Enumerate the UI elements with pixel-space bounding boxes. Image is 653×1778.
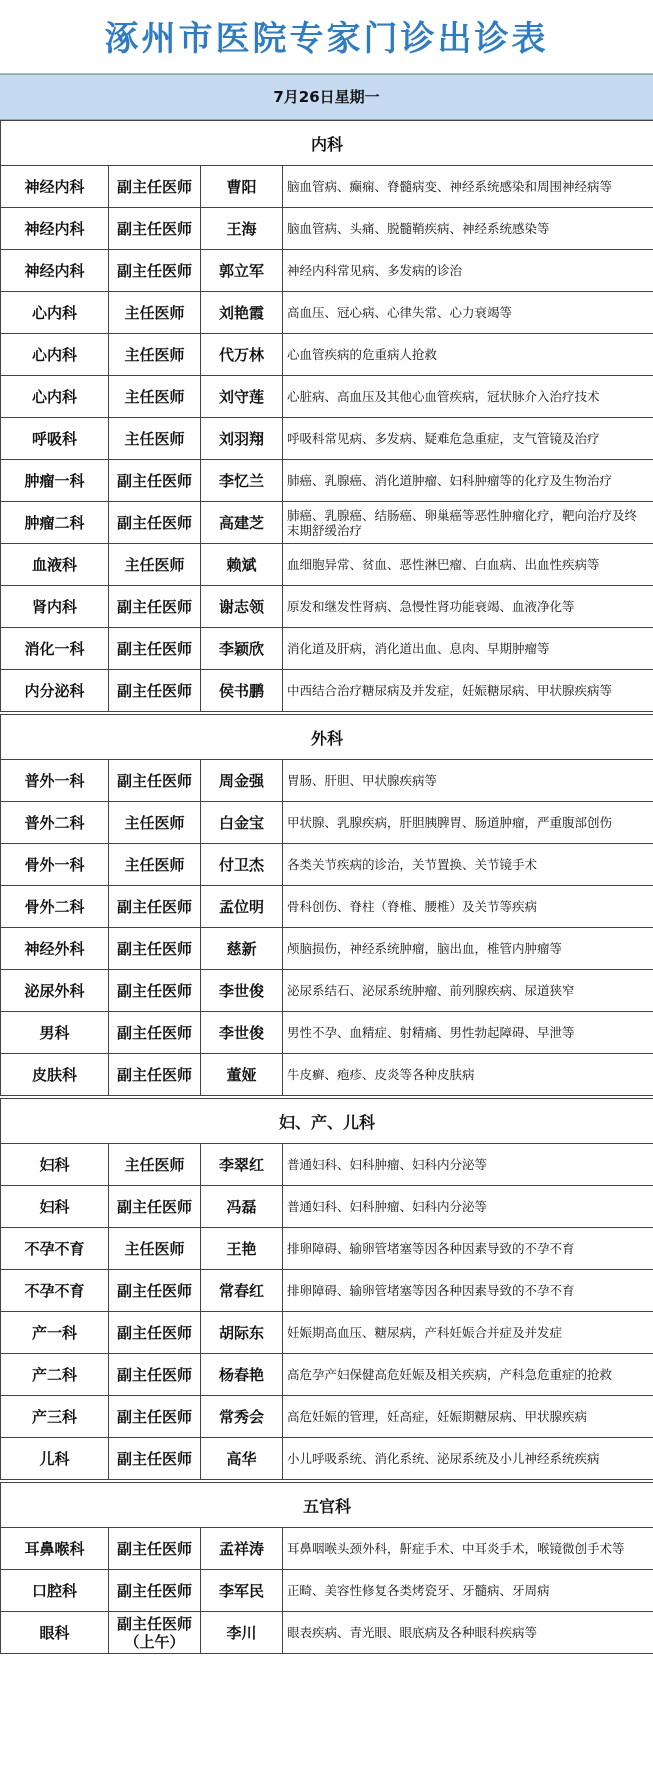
department-cell: 产三科 — [1, 1396, 109, 1438]
section-header: 外科 — [1, 715, 653, 760]
doctor-title-cell: 副主任医师 — [109, 1570, 201, 1612]
doctor-name-cell: 李世俊 — [201, 1012, 283, 1054]
doctor-name-cell: 胡际东 — [201, 1312, 283, 1354]
department-cell: 心内科 — [1, 376, 109, 418]
doctor-name-cell: 常秀会 — [201, 1396, 283, 1438]
department-cell: 神经内科 — [1, 250, 109, 292]
table-row — [1, 334, 653, 376]
table-row — [1, 544, 653, 586]
table-row — [1, 502, 653, 544]
schedule-table — [0, 120, 653, 1654]
doctor-title-cell: 副主任医师 — [109, 250, 201, 292]
doctor-title-cell: 副主任医师 — [109, 1528, 201, 1570]
doctor-name-cell: 杨春艳 — [201, 1354, 283, 1396]
specialty-cell: 颅脑损伤，神经系统肿瘤，脑出血，椎管内肿瘤等 — [283, 928, 653, 970]
doctor-name-cell: 冯磊 — [201, 1186, 283, 1228]
section-header-row — [1, 1099, 653, 1144]
section-header: 妇、产、儿科 — [1, 1099, 653, 1144]
doctor-name-cell: 李世俊 — [201, 970, 283, 1012]
doctor-title-cell: 副主任医师 — [109, 208, 201, 250]
doctor-name-cell: 慈新 — [201, 928, 283, 970]
doctor-title-cell: 副主任医师 — [109, 1312, 201, 1354]
doctor-name-cell: 赖斌 — [201, 544, 283, 586]
table-row — [1, 1570, 653, 1612]
specialty-cell: 中西结合治疗糖尿病及并发症，妊娠糖尿病、甲状腺疾病等 — [283, 670, 653, 712]
department-cell: 血液科 — [1, 544, 109, 586]
section-header-row — [1, 1483, 653, 1528]
doctor-title-cell: 主任医师 — [109, 292, 201, 334]
table-row — [1, 886, 653, 928]
table-row — [1, 670, 653, 712]
schedule-body — [1, 121, 653, 1654]
specialty-cell: 正畸、美容性修复各类烤瓷牙、牙髓病、牙周病 — [283, 1570, 653, 1612]
doctor-title-cell: 主任医师 — [109, 1228, 201, 1270]
doctor-name-cell: 白金宝 — [201, 802, 283, 844]
table-row — [1, 802, 653, 844]
doctor-title-cell: 副主任医师 — [109, 886, 201, 928]
doctor-title-cell: 副主任医师 — [109, 670, 201, 712]
doctor-name-cell: 周金强 — [201, 760, 283, 802]
department-cell: 神经内科 — [1, 166, 109, 208]
doctor-name-cell: 常春红 — [201, 1270, 283, 1312]
table-row — [1, 1228, 653, 1270]
specialty-cell: 神经内科常见病、多发病的诊治 — [283, 250, 653, 292]
table-row — [1, 460, 653, 502]
doctor-name-cell: 李颖欣 — [201, 628, 283, 670]
doctor-title-cell: 副主任医师 — [109, 1012, 201, 1054]
table-row — [1, 1054, 653, 1096]
section-header: 内科 — [1, 121, 653, 166]
table-row — [1, 928, 653, 970]
table-row — [1, 586, 653, 628]
table-row — [1, 418, 653, 460]
specialty-cell: 小儿呼吸系统、消化系统、泌尿系统及小儿神经系统疾病 — [283, 1438, 653, 1480]
doctor-title-cell: 副主任医师 — [109, 1354, 201, 1396]
doctor-name-cell: 高华 — [201, 1438, 283, 1480]
specialty-cell: 高危妊娠的管理，妊高症，妊娠期糖尿病、甲状腺疾病 — [283, 1396, 653, 1438]
specialty-cell: 心血管疾病的危重病人抢救 — [283, 334, 653, 376]
specialty-cell: 消化道及肝病，消化道出血、息肉、早期肿瘤等 — [283, 628, 653, 670]
doctor-title-cell: 副主任医师 — [109, 1438, 201, 1480]
doctor-name-cell: 李川 — [201, 1612, 283, 1654]
specialty-cell: 男性不孕、血精症、射精痛、男性勃起障碍、早泄等 — [283, 1012, 653, 1054]
doctor-name-cell: 王艳 — [201, 1228, 283, 1270]
specialty-cell: 排卵障碍、输卵管堵塞等因各种因素导致的不孕不育 — [283, 1270, 653, 1312]
specialty-cell: 肺癌、乳腺癌、消化道肿瘤、妇科肿瘤等的化疗及生物治疗 — [283, 460, 653, 502]
department-cell: 产一科 — [1, 1312, 109, 1354]
doctor-name-cell: 王海 — [201, 208, 283, 250]
specialty-cell: 高危孕产妇保健高危妊娠及相关疾病，产科急危重症的抢救 — [283, 1354, 653, 1396]
doctor-title-cell: 副主任医师 — [109, 928, 201, 970]
date-banner: 7月26日星期一 — [0, 74, 653, 120]
specialty-cell: 原发和继发性肾病、急慢性肾功能衰竭、血液净化等 — [283, 586, 653, 628]
specialty-cell: 普通妇科、妇科肿瘤、妇科内分泌等 — [283, 1144, 653, 1186]
department-cell: 妇科 — [1, 1144, 109, 1186]
specialty-cell: 耳鼻咽喉头颈外科，鼾症手术、中耳炎手术，喉镜微创手术等 — [283, 1528, 653, 1570]
doctor-name-cell: 李忆兰 — [201, 460, 283, 502]
department-cell: 神经外科 — [1, 928, 109, 970]
table-row — [1, 250, 653, 292]
department-cell: 口腔科 — [1, 1570, 109, 1612]
department-cell: 心内科 — [1, 334, 109, 376]
table-row — [1, 1438, 653, 1480]
department-cell: 骨外一科 — [1, 844, 109, 886]
doctor-title-cell: 副主任医师 — [109, 460, 201, 502]
doctor-title-cell: 主任医师 — [109, 544, 201, 586]
doctor-title-cell: 主任医师 — [109, 844, 201, 886]
doctor-name-cell: 侯书鹏 — [201, 670, 283, 712]
department-cell: 不孕不育 — [1, 1270, 109, 1312]
specialty-cell: 肺癌、乳腺癌、结肠癌、卵巢癌等恶性肿瘤化疗，靶向治疗及终末期舒缓治疗 — [283, 502, 653, 544]
doctor-title-cell: 主任医师 — [109, 334, 201, 376]
table-row — [1, 208, 653, 250]
department-cell: 肾内科 — [1, 586, 109, 628]
section-header-row — [1, 121, 653, 166]
doctor-title-cell: 主任医师 — [109, 418, 201, 460]
specialty-cell: 血细胞异常、贫血、恶性淋巴瘤、白血病、出血性疾病等 — [283, 544, 653, 586]
doctor-title-cell: 副主任医师 — [109, 628, 201, 670]
department-cell: 儿科 — [1, 1438, 109, 1480]
specialty-cell: 呼吸科常见病、多发病、疑难危急重症，支气管镜及治疗 — [283, 418, 653, 460]
doctor-name-cell: 曹阳 — [201, 166, 283, 208]
table-row — [1, 760, 653, 802]
specialty-cell: 排卵障碍、输卵管堵塞等因各种因素导致的不孕不育 — [283, 1228, 653, 1270]
table-row — [1, 628, 653, 670]
doctor-name-cell: 谢志领 — [201, 586, 283, 628]
doctor-name-cell: 刘守莲 — [201, 376, 283, 418]
doctor-title-cell: 副主任医师 — [109, 1186, 201, 1228]
doctor-title-cell: 副主任医师 — [109, 1270, 201, 1312]
doctor-title-cell: 副主任医师 — [109, 1054, 201, 1096]
department-cell: 肿瘤一科 — [1, 460, 109, 502]
doctor-title-cell: 主任医师 — [109, 802, 201, 844]
specialty-cell: 各类关节疾病的诊治，关节置换、关节镜手术 — [283, 844, 653, 886]
specialty-cell: 甲状腺、乳腺疾病，肝胆胰脾胃、肠道肿瘤，严重腹部创伤 — [283, 802, 653, 844]
doctor-title-cell: 副主任医师 — [109, 166, 201, 208]
specialty-cell: 胃肠、肝胆、甲状腺疾病等 — [283, 760, 653, 802]
table-row — [1, 1528, 653, 1570]
department-cell: 骨外二科 — [1, 886, 109, 928]
department-cell: 心内科 — [1, 292, 109, 334]
table-row — [1, 1312, 653, 1354]
table-row — [1, 1144, 653, 1186]
table-row — [1, 1354, 653, 1396]
specialty-cell: 心脏病、高血压及其他心血管疾病，冠状脉介入治疗技术 — [283, 376, 653, 418]
specialty-cell: 脑血管病、癫痫、脊髓病变、神经系统感染和周围神经病等 — [283, 166, 653, 208]
doctor-name-cell: 高建芝 — [201, 502, 283, 544]
specialty-cell: 骨科创伤、脊柱（脊椎、腰椎）及关节等疾病 — [283, 886, 653, 928]
doctor-name-cell: 董娅 — [201, 1054, 283, 1096]
table-row — [1, 292, 653, 334]
department-cell: 男科 — [1, 1012, 109, 1054]
table-row — [1, 166, 653, 208]
department-cell: 神经内科 — [1, 208, 109, 250]
specialty-cell: 高血压、冠心病、心律失常、心力衰竭等 — [283, 292, 653, 334]
specialty-cell: 脑血管病、头痛、脱髓鞘疾病、神经系统感染等 — [283, 208, 653, 250]
department-cell: 消化一科 — [1, 628, 109, 670]
doctor-title-cell: 副主任医师 — [109, 970, 201, 1012]
table-row — [1, 844, 653, 886]
table-row — [1, 1186, 653, 1228]
department-cell: 普外二科 — [1, 802, 109, 844]
department-cell: 不孕不育 — [1, 1228, 109, 1270]
department-cell: 普外一科 — [1, 760, 109, 802]
doctor-title-cell: 主任医师 — [109, 376, 201, 418]
specialty-cell: 泌尿系结石、泌尿系统肿瘤、前列腺疾病、尿道狭窄 — [283, 970, 653, 1012]
doctor-name-cell: 付卫杰 — [201, 844, 283, 886]
department-cell: 产二科 — [1, 1354, 109, 1396]
table-row — [1, 1396, 653, 1438]
doctor-title-cell: 副主任医师 （上午） — [109, 1612, 201, 1654]
doctor-name-cell: 孟位明 — [201, 886, 283, 928]
table-row — [1, 376, 653, 418]
table-row — [1, 1270, 653, 1312]
department-cell: 眼科 — [1, 1612, 109, 1654]
doctor-name-cell: 刘艳霞 — [201, 292, 283, 334]
department-cell: 泌尿外科 — [1, 970, 109, 1012]
section-header: 五官科 — [1, 1483, 653, 1528]
specialty-cell: 牛皮癣、疱疹、皮炎等各种皮肤病 — [283, 1054, 653, 1096]
specialty-cell: 妊娠期高血压、糖尿病，产科妊娠合并症及并发症 — [283, 1312, 653, 1354]
doctor-title-cell: 副主任医师 — [109, 760, 201, 802]
department-cell: 肿瘤二科 — [1, 502, 109, 544]
doctor-name-cell: 代万林 — [201, 334, 283, 376]
doctor-name-cell: 孟祥涛 — [201, 1528, 283, 1570]
department-cell: 妇科 — [1, 1186, 109, 1228]
specialty-cell: 普通妇科、妇科肿瘤、妇科内分泌等 — [283, 1186, 653, 1228]
doctor-title-cell: 副主任医师 — [109, 586, 201, 628]
table-row — [1, 1012, 653, 1054]
doctor-name-cell: 刘羽翔 — [201, 418, 283, 460]
doctor-name-cell: 李翠红 — [201, 1144, 283, 1186]
section-header-row — [1, 715, 653, 760]
department-cell: 内分泌科 — [1, 670, 109, 712]
doctor-name-cell: 郭立军 — [201, 250, 283, 292]
doctor-name-cell: 李军民 — [201, 1570, 283, 1612]
table-row — [1, 1612, 653, 1654]
department-cell: 耳鼻喉科 — [1, 1528, 109, 1570]
doctor-title-cell: 主任医师 — [109, 1144, 201, 1186]
page-title: 涿州市医院专家门诊出诊表 — [0, 0, 653, 74]
table-row — [1, 970, 653, 1012]
doctor-title-cell: 副主任医师 — [109, 1396, 201, 1438]
department-cell: 皮肤科 — [1, 1054, 109, 1096]
department-cell: 呼吸科 — [1, 418, 109, 460]
specialty-cell: 眼表疾病、青光眼、眼底病及各种眼科疾病等 — [283, 1612, 653, 1654]
doctor-title-cell: 副主任医师 — [109, 502, 201, 544]
